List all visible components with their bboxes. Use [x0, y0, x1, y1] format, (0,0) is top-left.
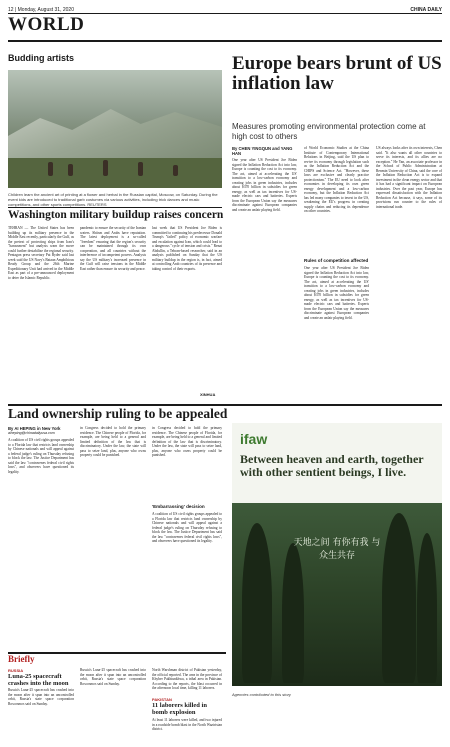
europe-byline: By CHEN YINGQUN and YANG HAN [232, 146, 293, 156]
brief-headline-1: Luna-25 spacecraft crashes into the moon [8, 673, 69, 687]
washington-headline: Washington military buildup raises concern [8, 209, 224, 221]
europe-col-3: US always looks after its own interests, Chen said. "It also wants all other countries to serve its interests, and its allies are no exception." He Yan, an associate professor in the School of Public Administration at Renmin University of China, said the core of the Inflation Reduction Act is to expand investment in the clean energy sector and that it has had a significant impact on European industries. Over the past year, Europe has expressed dissatisfaction with the Inflation Reduction Act because, it says, some of its provisions run counter to the rules of international trade. [376, 146, 442, 209]
budding-artists-kicker: Budding artists [8, 53, 75, 63]
agencies-note: Agencies contributed to this story [232, 692, 291, 697]
ifaw-advertisement [232, 423, 442, 686]
children-photo [8, 70, 222, 188]
land-subhead: 'Embarrassing' decision [152, 504, 205, 509]
brief-text-1: Russia's Luna-25 spacecraft has crashed into the moon after it spun into an uncontrolled orbit, Russia's state space corporation Roscosmos said on Sunday. [8, 688, 74, 706]
brief-region-2: PAKISTAN [152, 697, 172, 702]
land-col-2: in Congress decided to hold the primary residence. The Chinese people of Florida, for example, are being held to a general and limited definition of the law that is discriminatory. Under the law, the state will pass to seize land, plus, anyone who owns property could be punished. [80, 426, 146, 457]
briefly-title: Briefly [8, 654, 35, 664]
land-col-1: A coalition of US civil rights groups appealed to a Florida law that restricts land ownership by Chinese nationals and will appeal against a federal judge's ruling on Thursday refusing to block the law. The Justice Department has said the law "contravenes federal civil rights laws", and observers have questioned its legality. [8, 438, 74, 474]
land-byline: By AI HEPING in New York [8, 426, 61, 431]
europe-deck: Measures promoting environmental protection come at high cost to others [232, 122, 426, 141]
ad-chinese: 天地之间 有你有我 与众生共存 [293, 538, 381, 561]
land-email: aiheping@chinadailyusa.com [8, 431, 55, 435]
briefly-rule [8, 652, 226, 654]
ad-tagline: Between heaven and earth, together with other sentient beings, I live. [240, 452, 424, 479]
section-title: WORLD [8, 14, 85, 35]
land-col-3: in Congress decided to hold the primary residence. The Chinese people of Florida, for example, are being held to a general and limited definition of the law that is discriminatory. Under the law, the state will pass to seize land, plus, anyone who owns property could be punished. [152, 426, 222, 457]
brief-text-2a: North Warshman district of Pakistan yesterday, the official reported. The area in the province of Khyber Pakhtunkhwa, a tribal area in Pakistan. According to the reports, the blast occurred in the afternoon local time, killing 11 laborers. [152, 668, 222, 690]
europe-headline: Europe bears brunt of US inflation law [232, 53, 442, 94]
washington-rule [8, 207, 222, 208]
washington-sign: XINHUA [200, 392, 216, 397]
europe-subhead: Rules of competition affected [304, 258, 369, 263]
brief-region-1: RUSSIA [8, 668, 24, 673]
washington-col-3: last week that US President Joe Biden is committed to continuing his predecessor Donald Trump's "failed" policy of economic warfare and escalation against Iran, which could lead to a dangerous "cycle of tension and crisis." Renat Abdullin, a Tehran-based researcher, said in an analysis published on Sunday that the US military buildup in the region is, in fact, aimed at controlling Arab countries of its presence and taking control of their exports. [152, 226, 222, 271]
washington-col-1: TEHRAN — The United States has been building up its military presence in the Middle East recently, particularly the Gulf, as the pretext of protecting ships from Iran's "harassment" but analysts warn the move could further destabilize the regional security. Pentagon press secretary Pat Ryder said last week said the US Navy's Bataan Amphibious Ready Group and the 26th Marine Expeditionary Unit had arrived in the Middle East as part of a pre-announced deployment to deter the Islamic Republic. [8, 226, 74, 280]
land-col-3b: A coalition of US civil rights groups appealed to a Florida law that restricts land ownership by Chinese nationals and will appeal against a federal judge's ruling on Thursday refusing to block the law. The Justice Department has said the law "contravenes federal civil rights laws", and observers have questioned its legality. [152, 512, 222, 543]
washington-col-2: pandemic to ensure the security of the Iranian waters. Shiism and Arabs have reputation. The latest deployment is a so-called "freedom" ensuring that the region's security can be maintained through its own cooperation, and all countries without the interference of incompetent powers. Analysts say the US military's increased presence in the Gulf will raise tensions in the Middle East rather than ensure its security and peace. [80, 226, 146, 271]
brief-text-2: At least 11 laborers were killed, and two injured in a roadside bomb blast in the North Waziristan district. [152, 718, 222, 731]
brief-headline-2: 11 laborers killed in bomb explosion [152, 702, 207, 716]
section-rule [8, 40, 442, 42]
masthead-mini: CHINA DAILY [410, 7, 442, 13]
brief-text-1b: Russia's Luna-25 spacecraft has crashed into the moon after it spun into an uncontrolled orbit, Russia's state space corporation Roscosmos said on Sunday. [80, 668, 146, 686]
land-headline: Land ownership ruling to be appealed [8, 406, 228, 421]
photo-caption: Children learn the ancient art of printing at a flower and herbal in the Russian capital, Moscow, on Saturday. During the event kids are introduced to traditional garb costumes via various activities, including trick dances and music competitions, and other sports competitions. REUTERS [8, 192, 218, 207]
europe-col-1: One year after US President Joe Biden signed the Inflation Reduction Act into law, Europe is counting the cost to its economy. The act, aimed at accelerating the US' transition to a low-carbon economy and creating jobs in green industries, includes about $370 billion in subsidies for green energy, as well as tax incentives for US-made electric cars and batteries. Experts from the European Union say the measures discriminate against European companies and create an unfair playing field. [232, 158, 297, 212]
europe-col-2b: One year after US President Joe Biden signed the Inflation Reduction Act into law, Europe is counting the cost to its economy. The act, aimed at accelerating the US' transition to a low-carbon economy and creating jobs in green industries, includes about $370 billion in subsidies for green energy, as well as tax incentives for US-made electric cars and batteries. Experts from the European Union say the measures discriminate against European companies and create an unfair playing field. [304, 266, 369, 320]
page-date: 12 | Monday, August 31, 2020 [8, 7, 74, 13]
europe-col-2: of World Economic Studies at the China Institute of Contemporary International Relations in Beijing, said the US plan to revive its economy through legislation such as the Inflation Reduction Act and the CHIPS and Science Act. "However, these laws are exclusive and clearly practice protectionism." The EU need to look after economies in developing its own green energy development and a low-carbon economy, but the Inflation Reduction Act has led many companies to invest in the US, weakening the EU's progress in creating supply chains and reducing its dependence on other countries. [304, 146, 369, 213]
ifaw-logo: ifaw [240, 431, 268, 447]
